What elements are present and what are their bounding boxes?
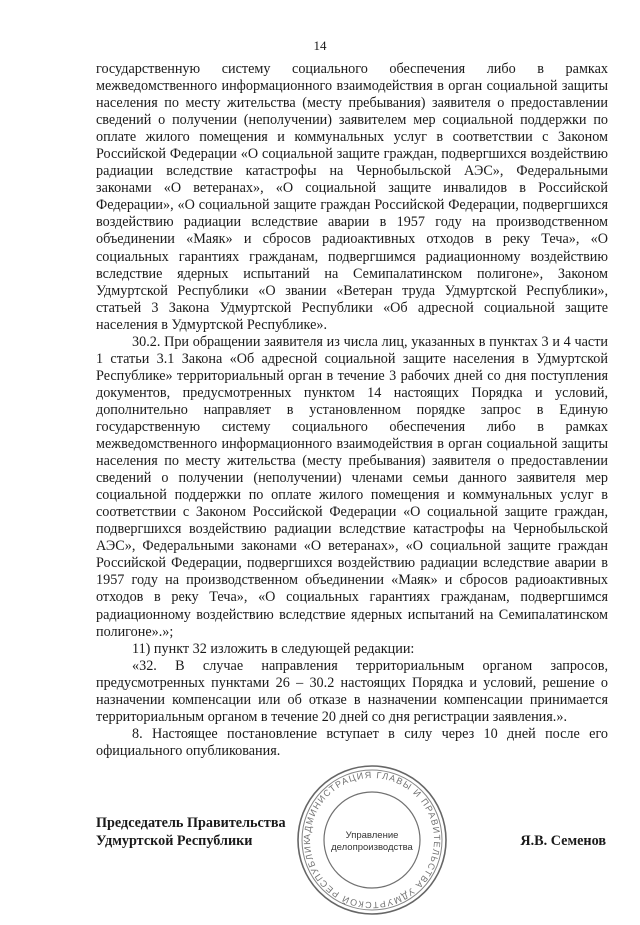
- stamp-center-line-1: Управление: [345, 830, 399, 841]
- signer-name: Я.В. Семенов: [520, 833, 606, 849]
- paragraph-32: «32. В случае направления территориальным органом запросов, предусмотренных пунктами 26 – 30.2 настоящих Порядка и условий, решение о назначении компенсации или об отказе в назначении компенсации принимается территориальным органом в течение 20 дней со дня регистрации заявления.».: [96, 657, 608, 725]
- document-body: [96, 61, 608, 760]
- signer-title-region: Удмуртской Республики: [96, 833, 253, 849]
- stamp-icon: [292, 760, 452, 920]
- paragraph-continuation: государственную систему социального обеспечения либо в рамках межведомственного информационного взаимодействия в орган социальной защиты населения по месту жительства (месту пребывания) заявителя о предоставлении сведений о получении (неполучении) заявителем мер социальной поддержки по оплате жилого помещения и коммунальных услуг в соответствии с Законом Российской Федерации «О социальной защите граждан, подвергшихся воздействию радиации вследствие катастрофы на Чернобыльской АЭС», Федеральными законами «О ветеранах», «О социальной защите инвалидов в Российской Федерации», «О социальной защите граждан Российской Федерации, подвергшихся воздействию радиации вследствие аварии в 1957 году на производственном объединении «Маяк» и сбросов радиоактивных отходов в реку Теча», «О социальных гарантиях гражданам, подвергшимся радиационному воздействию вследствие ядерных испытаний на Семипалатинском полигоне», Законом Удмуртской Республики «О звании «Ветеран труда Удмуртской Республики», статьей 3 Закона Удмуртской Республики «Об адресной социальной защите населения в Удмуртской Республике».: [96, 61, 608, 333]
- stamp-center-line-2: делопроизводства: [331, 842, 413, 853]
- official-stamp: [292, 760, 452, 920]
- paragraph-8: 8. Настоящее постановление вступает в силу через 10 дней после его официального опубликования.: [96, 725, 608, 759]
- paragraph-item-11: 11) пункт 32 изложить в следующей редакции:: [132, 640, 415, 657]
- stamp-ring-text: АДМИНИСТРАЦИЯ ГЛАВЫ И ПРАВИТЕЛЬСТВА УДМУРТСКОЙ РЕСПУБЛИК: [301, 769, 443, 911]
- signer-title: Председатель Правительства: [96, 815, 286, 831]
- page-number: 14: [313, 38, 327, 53]
- paragraph-30-2: 30.2. При обращении заявителя из числа лиц, указанных в пунктах 3 и 4 части 1 статьи 3.1 Закона «Об адресной социальной защите населения в Удмуртской Республике» территориальный орган в течение 3 рабочих дней со дня поступления документов, предусмотренных пунктом 14 настоящих Порядка и условий, дополнительно направляет в установленном порядке запрос в Единую государственную систему социального обеспечения либо в рамках межведомственного информационного взаимодействия в орган социальной защиты населения по месту жительства (месту пребывания) заявителя о предоставлении сведений о получении (неполучении) членами семьи данного заявителя мер социальной поддержки по оплате жилого помещения и коммунальных услуг в соответствии с Законом Российской Федерации «О социальной защите граждан, подвергшихся воздействию радиации вследствие катастрофы на Чернобыльской АЭС», Федеральными законами «О ветеранах», «О социальной защите граждан Российской Федерации, подвергшихся воздействию радиации вследствие аварии в 1957 году на производственном объединении «Маяк» и сбросов радиоактивных отходов в реку Теча», «О социальных гарантиях гражданам, подвергшимся радиационному воздействию вследствие ядерных испытаний на Семипалатинском полигоне».»;: [96, 333, 608, 640]
